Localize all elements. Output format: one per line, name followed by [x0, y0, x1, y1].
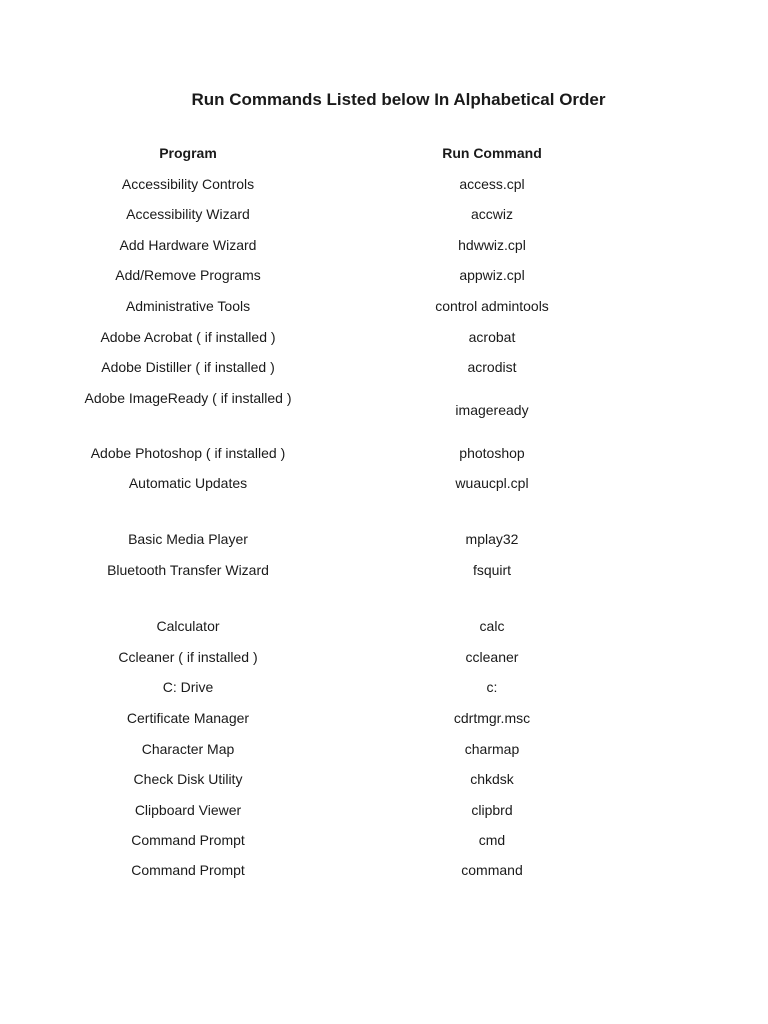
command-cell: mplay32 [465, 531, 519, 547]
program-cell: Adobe ImageReady ( if installed ) [84, 390, 292, 406]
column-header-run-command: Run Command [442, 145, 542, 161]
program-cell: Add/Remove Programs [115, 267, 261, 283]
program-cell: Certificate Manager [126, 710, 250, 726]
command-cell: charmap [464, 741, 520, 757]
program-cell: Administrative Tools [125, 298, 251, 314]
program-cell: Bluetooth Transfer Wizard [107, 562, 269, 578]
command-cell: acrodist [467, 359, 517, 375]
program-cell: Check Disk Utility [133, 771, 243, 787]
program-cell: Adobe Photoshop ( if installed ) [90, 445, 286, 461]
command-cell: fsquirt [472, 562, 512, 578]
program-cell: Calculator [156, 618, 220, 634]
command-cell: access.cpl [459, 176, 525, 192]
command-cell: ccleaner [465, 649, 519, 665]
column-header-program: Program [159, 145, 217, 161]
command-cell: appwiz.cpl [459, 267, 525, 283]
command-cell: chkdsk [470, 771, 514, 787]
command-cell: clipbrd [471, 802, 513, 818]
command-cell: hdwwiz.cpl [458, 237, 526, 253]
program-cell: Adobe Acrobat ( if installed ) [100, 329, 276, 345]
program-cell: Add Hardware Wizard [119, 237, 257, 253]
program-cell: Ccleaner ( if installed ) [118, 649, 258, 665]
command-cell: control admintools [435, 298, 549, 314]
program-cell: Accessibility Wizard [126, 206, 250, 222]
command-cell: cmd [478, 832, 506, 848]
command-cell: photoshop [459, 445, 525, 461]
command-cell: calc [479, 618, 505, 634]
program-cell: Adobe Distiller ( if installed ) [101, 359, 275, 375]
command-cell: accwiz [470, 206, 513, 222]
program-cell: Character Map [141, 741, 235, 757]
program-cell: Clipboard Viewer [134, 802, 242, 818]
page-title: Run Commands Listed below In Alphabetical Order [191, 90, 606, 109]
program-cell: Command Prompt [131, 832, 245, 848]
command-cell: cdrtmgr.msc [453, 710, 531, 726]
program-cell: Automatic Updates [128, 475, 248, 491]
program-cell: Command Prompt [131, 862, 245, 878]
command-cell: imageready [455, 402, 529, 418]
command-cell: c: [486, 679, 498, 695]
command-cell: acrobat [468, 329, 516, 345]
program-cell: Accessibility Controls [121, 176, 255, 192]
command-cell: wuaucpl.cpl [455, 475, 529, 491]
program-cell: Basic Media Player [128, 531, 248, 547]
command-cell: command [461, 862, 523, 878]
program-cell: C: Drive [162, 679, 214, 695]
